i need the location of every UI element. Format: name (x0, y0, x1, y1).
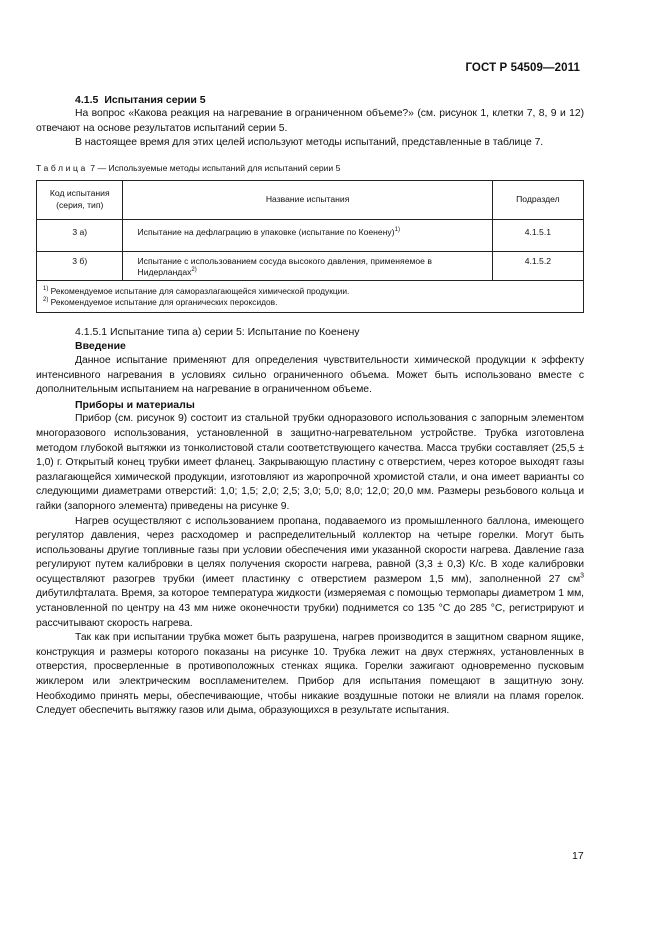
header-subsection: Подраздел (492, 180, 583, 219)
table-row (37, 219, 584, 251)
footnote: $^{2)}$ Рекомендуемое испытание для органических пероксидов. (43, 296, 278, 307)
page-number: 17 (572, 850, 584, 862)
cell-code: 3 б) (37, 251, 123, 280)
cell-code: 3 а) (37, 219, 123, 251)
table-caption (36, 163, 584, 174)
apparatus-paragraph: Прибор (см. рисунок 9) состоит из стальной трубки одноразового использования с запорным элементом многоразового использования, установленной в защитно-нагревательном устройстве. Трубка изготовлена методом глубокой вытяжки из тонколистовой стали соответствующего качества. Масса трубки составляет (25,5 ± 1,0) г. Открытый конец трубки имеет фланец. Закрывающую пластину с отверстием, через которое выходят газы разлагающейся химической продукции, изготовляют из жаропрочной хромистой стали, и она имеет варианты со следующими диаметрами отверстий: 1,0; 1,5; 2,0; 2,5; 3,0; 5,0; 8,0; 12,0; 20,0 мм. Размеры резьбового кольца и гайки (запорного элемента) приведены на рисунке 9. (36, 413, 584, 512)
cell-subsection: 4.1.5.2 (492, 251, 583, 280)
table-row (37, 251, 584, 280)
intro-heading: Введение (75, 340, 126, 353)
cell-subsection: 4.1.5.1 (492, 219, 583, 251)
section-paragraph-2: В настоящее время для этих целей используют методы испытаний, представленные в таблице 7. (75, 137, 544, 149)
header-name: Название испытания (123, 180, 492, 219)
standard-designation: ГОСТ Р 54509—2011 (465, 62, 580, 74)
section-paragraph-1: На вопрос «Какова реакция на нагревание в ограниченном объеме?» (см. рисунок 1, клетки 7, 8, 9 и 12) отвечают на основе результатов испытаний серии 5. (36, 108, 584, 134)
table-footnotes (37, 280, 584, 312)
table-7 (36, 180, 584, 313)
header-code: Код испытания (серия, тип) (37, 180, 123, 219)
cell-name: Испытание на дефлаграцию в упаковке (испытание по Коенену)$^{1)}$ (123, 219, 492, 251)
section-number: 4.1.5 (75, 94, 99, 106)
section-title: Испытания серии 5 (104, 94, 206, 106)
subsection-heading: 4.1.5.1 Испытание типа а) серии 5: Испытание по Коенену (75, 325, 360, 338)
table-footnotes-row (37, 280, 584, 312)
table-caption-text: 7 — Используемые методы испытаний для испытаний серии 5 (90, 162, 341, 173)
heating-paragraph: Нагрев осуществляют с использованием пропана, подаваемого из промышленного баллона, имеющего регулятор давления, через расходомер и распределительный коллектор на четыре горелки. Могут быть использованы другие топливные газы при условии обеспечения ими указанной скорости нагрева. Давление газа регулируют путем калибровки в целях получения скорости нагрева, равной (3,3 ± 0,3) К/с. В ходе калибровки осуществляют разогрев трубки (имеет пластинку с отверстием размером 1,5 мм), заполненной 27 $см^3$ дибутилфталата. Время, за которое температура жидкости (измеряемая с помощью термопары диаметром 1 мм, установленной по центру на 43 мм ниже оконечности трубки) поднимется со 135 °С до 285 °С, регистрируют и рассчитывают скорость нагрева. (36, 515, 584, 629)
intro-paragraph: Данное испытание применяют для определения чувствительности химической продукции к эффекту интенсивного нагревания в условиях сильно ограниченного объема. Может быть использовано вместе с дополнительным испытанием на нагревание в ограниченном объеме. (36, 354, 584, 396)
cell-name: Испытание с использованием сосуда высокого давления, применяемое в Нидерландах$^{2)}$ (123, 251, 492, 280)
footnote: $^{1)}$ Рекомендуемое испытание для саморазлагающейся химической продукции. (43, 285, 350, 296)
table-header-row (37, 180, 584, 219)
page-content (36, 93, 584, 719)
apparatus-heading: Приборы и материалы (75, 398, 195, 411)
section-heading (36, 93, 584, 107)
table-caption-label: Таблица (36, 162, 88, 173)
protective-box-paragraph: Так как при испытании трубка может быть разрушена, нагрев производится в защитном сварном ящике, конструкция и размеры которого показаны на рисунке 10. Трубка лежит на двух стержнях, установленных в отверстия, просверленные в противоположных стенках ящика. Горелки зажигают одновременно пусковым жиклером или электрическим воспламенителем. Прибор для испытания помещают в защитную зону. Необходимо принять меры, обеспечивающие, чтобы никакие воздушные потоки не влияли на пламя горелок. Следует обеспечить вытяжку газов или дыма, образующихся в результате испытания. (36, 632, 584, 717)
